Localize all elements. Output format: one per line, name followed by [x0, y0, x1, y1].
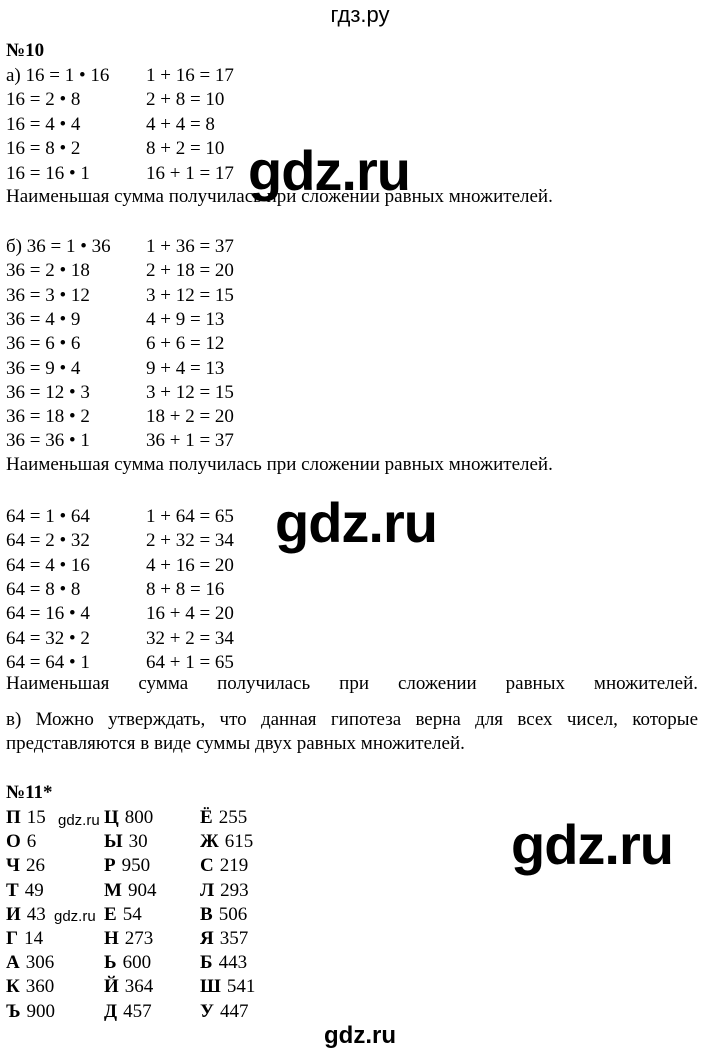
- cipher-letter: Я: [200, 928, 214, 949]
- cipher-entry: [6, 927, 43, 951]
- cipher-letter: М: [104, 879, 122, 901]
- cipher-letter: П: [6, 807, 21, 828]
- cipher-value: 357: [219, 928, 249, 949]
- site-header: гдз.ру: [330, 2, 390, 27]
- cipher-entry: [200, 854, 248, 878]
- cipher-value: 443: [218, 952, 248, 974]
- cipher-entry: [6, 951, 54, 975]
- cipher-letter: Д: [104, 1000, 118, 1022]
- equation-sum: 18 + 2 = 20: [146, 406, 234, 428]
- equation-product: 36 = 2 • 18: [6, 260, 90, 282]
- cipher-letter: Ш: [200, 976, 221, 998]
- cipher-value: 457: [123, 1000, 152, 1022]
- equation-sum: 4 + 9 = 13: [146, 308, 225, 330]
- equation-product: 36 = 4 • 9: [6, 308, 81, 330]
- cipher-entry: [104, 830, 148, 854]
- cipher-entry: [104, 951, 151, 975]
- cipher-value: 306: [25, 952, 55, 974]
- cipher-letter: А: [6, 952, 20, 974]
- cipher-value: 14: [24, 928, 44, 949]
- cipher-entry: [200, 951, 247, 975]
- cipher-value: 219: [219, 855, 249, 877]
- equation-sum: 16 + 4 = 20: [146, 603, 234, 625]
- cipher-value: 364: [124, 976, 154, 998]
- equation-product: 64 = 32 • 2: [6, 627, 90, 649]
- equation-product: б) 36 = 1 • 36: [6, 236, 111, 257]
- equation-sum: 2 + 8 = 10: [146, 89, 225, 111]
- cipher-entry: [200, 927, 248, 951]
- equation-product: 36 = 3 • 12: [6, 284, 90, 306]
- equation-product: 36 = 36 • 1: [6, 430, 90, 452]
- cipher-value: 273: [124, 928, 154, 949]
- equation-sum: 9 + 4 = 13: [146, 357, 225, 379]
- cipher-letter: У: [200, 1000, 214, 1022]
- task-11-title: №11*: [6, 782, 53, 803]
- cipher-letter: Р: [104, 855, 116, 877]
- cipher-letter: Й: [104, 976, 119, 998]
- watermark: gdz.ru: [511, 813, 673, 876]
- equation-product: 64 = 8 • 8: [6, 578, 81, 600]
- equation-product: а) 16 = 1 • 16: [6, 65, 110, 86]
- equation-product: 64 = 16 • 4: [6, 603, 90, 625]
- equation-sum: 2 + 18 = 20: [146, 260, 234, 282]
- cipher-letter: Ы: [104, 831, 123, 853]
- cipher-entry: [6, 1000, 55, 1024]
- site-footer: gdz.ru: [324, 1022, 396, 1049]
- cipher-entry: [6, 854, 45, 878]
- equation-sum: 4 + 4 = 8: [146, 113, 215, 135]
- cipher-entry: [104, 1000, 152, 1024]
- cipher-value: 49: [24, 879, 44, 901]
- cipher-entry: [104, 854, 150, 878]
- equation-sum: 3 + 12 = 15: [146, 381, 234, 403]
- watermark-small: gdz.ru: [58, 812, 100, 829]
- cipher-letter: В: [200, 903, 213, 925]
- cipher-entry: [200, 830, 253, 854]
- cipher-value: 15: [26, 807, 46, 828]
- equation-product: 64 = 1 • 64: [6, 506, 90, 527]
- cipher-value: 541: [226, 976, 256, 998]
- cipher-value: 43: [26, 903, 46, 925]
- part-v-text: в) Можно утверждать, что данная гипотеза верна для всех чисел, которые представляются в виде суммы двух равных множителей.: [6, 709, 698, 754]
- cipher-value: 26: [25, 855, 45, 877]
- cipher-entry: [6, 975, 54, 999]
- cipher-value: 30: [128, 831, 148, 853]
- cipher-letter: С: [200, 855, 214, 877]
- equation-sum: 16 + 1 = 17: [146, 162, 234, 184]
- equation-sum: 8 + 2 = 10: [146, 138, 225, 160]
- watermark: gdz.ru: [248, 139, 410, 202]
- cipher-value: 54: [122, 903, 142, 925]
- part-a-summary: Наименьшая сумма получилась при сложении равных множителей.: [6, 186, 553, 207]
- part-64-summary: Наименьшая сумма получилась при сложении равных множителей.: [6, 673, 698, 694]
- equation-product: 16 = 16 • 1: [6, 162, 90, 184]
- cipher-entry: [104, 806, 153, 830]
- cipher-entry: [104, 927, 153, 951]
- cipher-entry: [6, 879, 44, 903]
- equation-sum: 2 + 32 = 34: [146, 530, 234, 552]
- task-10-title: №10: [6, 40, 45, 61]
- equation-product: 64 = 2 • 32: [6, 530, 90, 552]
- equation-product: 36 = 6 • 6: [6, 333, 81, 355]
- equation-product: 36 = 9 • 4: [6, 357, 81, 379]
- equation-sum: 1 + 64 = 65: [146, 506, 234, 527]
- cipher-value: 900: [26, 1000, 56, 1022]
- cipher-entry: [200, 806, 247, 830]
- cipher-entry: [104, 879, 156, 903]
- equation-sum: 3 + 12 = 15: [146, 284, 234, 306]
- cipher-letter: Ц: [104, 807, 119, 828]
- cipher-letter: О: [6, 831, 21, 853]
- watermark-small: gdz.ru: [54, 908, 96, 925]
- equation-sum: 6 + 6 = 12: [146, 333, 225, 355]
- equation-sum: 1 + 36 = 37: [146, 236, 234, 257]
- cipher-entry: [104, 903, 142, 927]
- cipher-letter: Е: [104, 903, 117, 925]
- cipher-entry: [200, 879, 249, 903]
- cipher-entry: [6, 903, 46, 927]
- cipher-value: 447: [219, 1000, 249, 1022]
- cipher-entry: [6, 806, 46, 830]
- equation-sum: 36 + 1 = 37: [146, 430, 234, 452]
- equation-product: 64 = 4 • 16: [6, 554, 90, 576]
- cipher-letter: Н: [104, 928, 119, 949]
- cipher-entry: [200, 903, 247, 927]
- cipher-value: 255: [218, 807, 248, 828]
- cipher-letter: Ъ: [6, 1000, 21, 1022]
- cipher-entry: [200, 975, 255, 999]
- equation-product: 16 = 8 • 2: [6, 138, 81, 160]
- cipher-letter: Т: [6, 879, 19, 901]
- equation-product: 36 = 18 • 2: [6, 406, 90, 428]
- equation-product: 16 = 4 • 4: [6, 113, 81, 135]
- cipher-entry: [200, 1000, 248, 1024]
- cipher-value: 904: [127, 879, 157, 901]
- cipher-letter: Л: [200, 879, 215, 901]
- equation-product: 64 = 64 • 1: [6, 651, 90, 673]
- cipher-value: 950: [121, 855, 151, 877]
- cipher-value: 360: [25, 976, 55, 998]
- part-b-summary: Наименьшая сумма получилась при сложении равных множителей.: [6, 454, 553, 475]
- cipher-letter: Ё: [200, 807, 213, 828]
- cipher-letter: Г: [6, 928, 19, 949]
- cipher-entry: [6, 830, 36, 854]
- equation-sum: 4 + 16 = 20: [146, 554, 234, 576]
- equation-sum: 64 + 1 = 65: [146, 651, 234, 673]
- cipher-letter: И: [6, 903, 21, 925]
- equation-sum: 1 + 16 = 17: [146, 65, 234, 86]
- cipher-letter: К: [6, 976, 20, 998]
- equation-product: 36 = 12 • 3: [6, 381, 90, 403]
- cipher-letter: Ж: [200, 831, 219, 853]
- cipher-value: 600: [122, 952, 152, 974]
- cipher-value: 800: [124, 807, 154, 828]
- cipher-value: 6: [26, 831, 37, 853]
- cipher-letter: Ь: [104, 952, 117, 974]
- cipher-letter: Б: [200, 952, 213, 974]
- watermark: gdz.ru: [275, 491, 437, 554]
- equation-sum: 32 + 2 = 34: [146, 627, 234, 649]
- cipher-value: 293: [220, 879, 249, 901]
- cipher-value: 615: [224, 831, 254, 853]
- equation-product: 16 = 2 • 8: [6, 89, 81, 111]
- cipher-entry: [104, 975, 153, 999]
- cipher-value: 506: [218, 903, 248, 925]
- equation-sum: 8 + 8 = 16: [146, 578, 225, 600]
- cipher-letter: Ч: [6, 855, 20, 877]
